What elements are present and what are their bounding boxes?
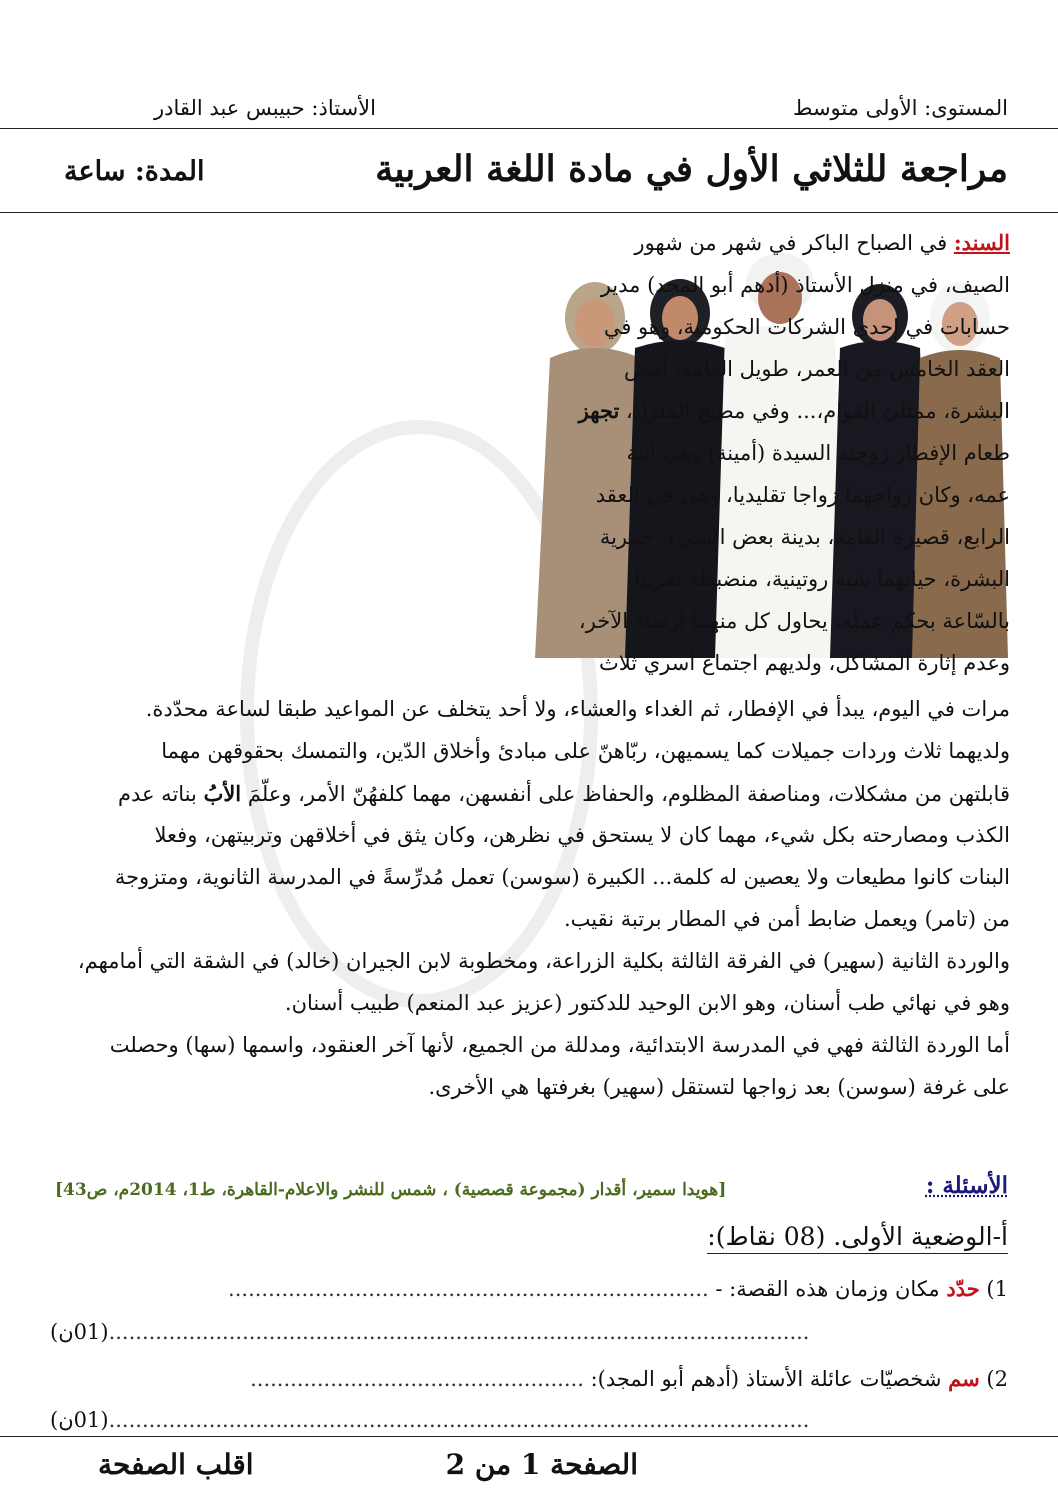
teacher-label: الأستاذ: حبيبس عبد القادر bbox=[154, 96, 376, 120]
sanad-full-line: البنات كانوا مطيعات ولا يعصين له كلمة... الكبيرة (سوسن) تعمل مُدرِّسةً في المدرسة الثانوية، ومتزوجة bbox=[114, 865, 1010, 889]
answer-line-1[interactable]: .........................................................................................................(01ن) bbox=[50, 1320, 810, 1344]
question-verb: سم bbox=[948, 1366, 980, 1391]
sanad-full-line: قابلتهن من مشكلات، ومناصفة المظلوم، والحفاظ على أنفسهن، مهما كلفهُنّ الأمر، وعلّمَ الأبُ بناته عدم bbox=[117, 781, 1010, 806]
page-title: مراجعة للثلاثي الأول في مادة اللغة العربية bbox=[375, 148, 1008, 190]
footer bbox=[0, 1440, 1058, 1488]
title-row bbox=[50, 148, 1008, 204]
bold-word: تجهز bbox=[578, 398, 620, 423]
sanad-line: الرابع، قصيرة القامة، بدينة بعض الشيء، خمرية bbox=[599, 525, 1010, 549]
sanad-full-line: أما الوردة الثالثة فهي في المدرسة الابتدائية، ومدللة من الجميع، لأنها آخر العنقود، واسمها (سها) وحصلت bbox=[109, 1033, 1010, 1057]
sanad-line: البشرة، حياتهما شبه روتينية، منضبطة تقريبا bbox=[634, 567, 1010, 591]
sanad-line-1: السند: في الصباح الباكر في شهر من شهور bbox=[634, 230, 1010, 255]
questions-label: الأسئلة : bbox=[925, 1172, 1008, 1199]
sanad-line: البشرة، ممتلئ القوام،... وفي مطبخ المنزل، تجهز bbox=[578, 398, 1010, 423]
question-verb: حدّد bbox=[946, 1276, 980, 1301]
citation: [هويدا سمير، أقدار (مجموعة قصصية) ، شمس للنشر والاعلام-القاهرة، ط1، 2014م، ص43] bbox=[55, 1180, 727, 1200]
header bbox=[50, 92, 1008, 128]
sanad-full-line: ولديهما ثلاث وردات جميلات كما يسميهن، ربّاهنّ على مبادئ وأخلاق الدّين، والتمسك بحقوقهن مهما bbox=[161, 739, 1010, 763]
question-1: 1) حدّد مكان وزمان هذه القصة: - ........................................................................ bbox=[228, 1276, 1008, 1301]
header-divider bbox=[0, 128, 1058, 129]
sanad-line: الصيف، في منزل الأستاذ (أدهم أبو المجد) مدير bbox=[600, 273, 1010, 297]
sanad-line: عمه، وكان زواجهما زواجا تقليديا، وهي في العقد bbox=[595, 483, 1010, 507]
sanad-line: بالسّاعة بحكم عمله، يحاول كل منهما إرضاء الآخر، bbox=[578, 609, 1010, 633]
page-number: الصفحة 1 من 2 bbox=[445, 1448, 638, 1481]
sanad-line: العقد الخامس من العمر، طويل القامة، أبيض bbox=[624, 357, 1010, 381]
sanad-line: وعدم إثارة المشاكل، ولديهم اجتماع أسري ثلاث bbox=[598, 651, 1010, 675]
answer-line-2[interactable]: .........................................................................................................(01ن) bbox=[50, 1408, 810, 1432]
level-label: المستوى: الأولى متوسط bbox=[793, 96, 1008, 120]
sanad-full-line: والوردة الثانية (سهير) في الفرقة الثالثة بكلية الزراعة، ومخطوبة لابن الجيران (خالد) في الشقة التي أمامهم، bbox=[77, 949, 1010, 973]
title-divider bbox=[0, 212, 1058, 213]
sanad-full-line: وهو في نهائي طب أسنان، وهو الابن الوحيد للدكتور (عزيز عبد المنعم) طبيب أسنان. bbox=[284, 991, 1010, 1015]
situation-heading: أ-الوضعية الأولى. (08 نقاط): bbox=[707, 1222, 1008, 1254]
sanad-full-line: من (تامر) ويعمل ضابط أمن في المطار برتبة نقيب. bbox=[564, 907, 1010, 931]
sanad-line: حسابات في إحدى الشركات الحكومية، وهو في bbox=[603, 315, 1010, 339]
sanad-line: طعام الإفطار زوجته السيدة (أمينة) وهي ابنة bbox=[626, 441, 1010, 465]
questions-header bbox=[55, 1172, 1008, 1206]
footer-divider bbox=[0, 1436, 1058, 1437]
sanad-full-line: على غرفة (سوسن) بعد زواجها لتستقل (سهير) بغرفتها هي الأخرى. bbox=[428, 1075, 1010, 1099]
sanad-label: السند: bbox=[953, 230, 1010, 255]
sanad-full-line: مرات في اليوم، يبدأ في الإفطار، ثم الغداء والعشاء، ولا أحد يتخلف عن المواعيد طبقا لساعة محدّدة. bbox=[145, 697, 1010, 721]
question-2: 2) سم شخصيّات عائلة الأستاذ (أدهم أبو المجد): .................................................. bbox=[250, 1366, 1008, 1391]
turn-page-note: اقلب الصفحة bbox=[98, 1448, 254, 1481]
duration-label: المدة: ساعة bbox=[64, 156, 205, 187]
sanad-full-line: الكذب ومصارحته بكل شيء، مهما كان لا يستحق في نظرهن، وكان يثق في أخلاقهن وتربيتهن، وفعلا bbox=[154, 823, 1010, 847]
